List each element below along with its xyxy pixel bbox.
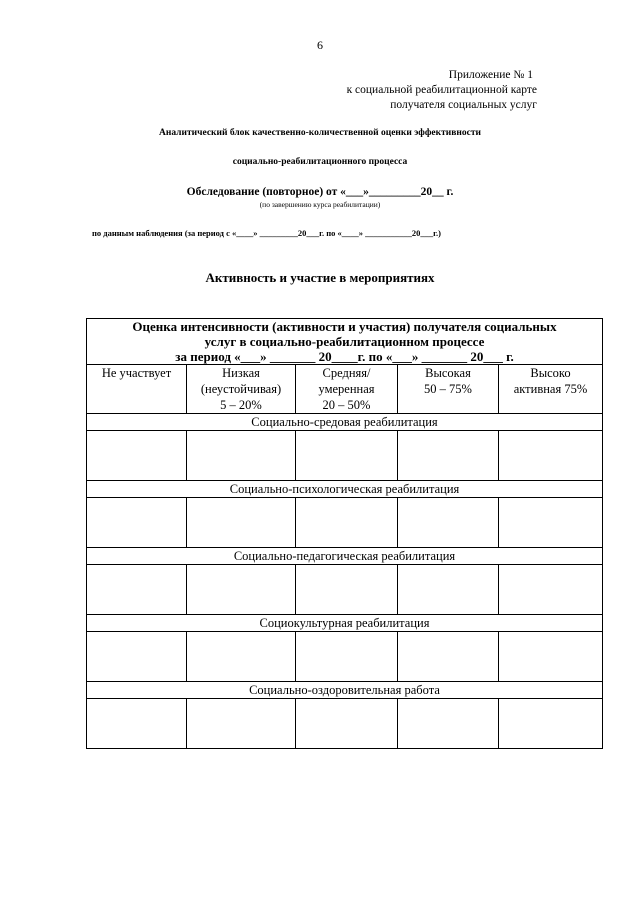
table-row: [87, 565, 603, 615]
entry-cell[interactable]: [187, 699, 296, 749]
section-row: [87, 682, 603, 699]
table-header-line-3: за период «___» _______ 20____г. по «___» _______ 20___ г.: [175, 349, 514, 364]
column-header-text: Средняя/: [322, 366, 371, 380]
entry-cell[interactable]: [296, 565, 398, 615]
column-header-none: [87, 365, 187, 414]
entry-cell[interactable]: [398, 431, 499, 481]
table-header-line-1: Оценка интенсивности (активности и участия) получателя социальных: [132, 319, 557, 334]
assessment-table: [86, 318, 603, 749]
entry-cell[interactable]: [187, 632, 296, 682]
entry-cell[interactable]: [398, 632, 499, 682]
appendix-line-3: получателя социальных услуг: [390, 99, 537, 111]
entry-cell[interactable]: [296, 699, 398, 749]
section-row: [87, 414, 603, 431]
entry-cell[interactable]: [499, 498, 603, 548]
table-row: [87, 431, 603, 481]
appendix-block: [347, 68, 537, 113]
section-row: [87, 615, 603, 632]
table-header-line-2: услуг в социально-реабилитационном процессе: [204, 334, 485, 349]
column-header-medium: [296, 365, 398, 414]
survey-note: (по завершению курса реабилитации): [259, 200, 381, 209]
column-header-very-high: [499, 365, 603, 414]
entry-cell[interactable]: [296, 632, 398, 682]
column-header-row: [87, 365, 603, 414]
table-row: [87, 699, 603, 749]
table-row: [87, 632, 603, 682]
column-header-high: [398, 365, 499, 414]
entry-cell[interactable]: [87, 498, 187, 548]
observation-period-line: по данным наблюдения (за период с «____» _________20___г. по «____» ___________20___г.): [92, 228, 441, 238]
section-label-social-environment: Социально-средовая реабилитация: [87, 414, 603, 431]
table-row: [87, 498, 603, 548]
table-header-row: [87, 319, 603, 365]
section-row: [87, 548, 603, 565]
entry-cell[interactable]: [87, 565, 187, 615]
entry-cell[interactable]: [296, 431, 398, 481]
column-header-text: активная 75%: [513, 382, 588, 396]
table-header-cell: [87, 319, 603, 365]
column-header-low: [187, 365, 296, 414]
column-header-text: 20 – 50%: [322, 398, 371, 412]
column-header-text: 5 – 20%: [220, 398, 262, 412]
entry-cell[interactable]: [398, 498, 499, 548]
page-number: 6: [317, 38, 323, 52]
entry-cell[interactable]: [87, 431, 187, 481]
column-header-text: 50 – 75%: [424, 382, 472, 396]
column-header-text: Не участвует: [101, 366, 172, 380]
entry-cell[interactable]: [499, 699, 603, 749]
survey-date-line: Обследование (повторное) от «___»_________20__ г.: [186, 186, 454, 198]
entry-cell[interactable]: [187, 565, 296, 615]
entry-cell[interactable]: [499, 565, 603, 615]
entry-cell[interactable]: [87, 632, 187, 682]
entry-cell[interactable]: [296, 498, 398, 548]
doc-title-line-1: Аналитический блок качественно-количественной оценки эффективности: [159, 128, 481, 138]
section-label-psychological: Социально-психологическая реабилитация: [87, 481, 603, 498]
column-header-text: умеренная: [318, 382, 375, 396]
appendix-line-2: к социальной реабилитационной карте: [346, 84, 537, 96]
section-title: Активность и участие в мероприятиях: [205, 270, 435, 285]
entry-cell[interactable]: [87, 699, 187, 749]
section-label-pedagogical: Социально-педагогическая реабилитация: [87, 548, 603, 565]
entry-cell[interactable]: [187, 431, 296, 481]
section-label-sociocultural: Социокультурная реабилитация: [87, 615, 603, 632]
column-header-text: Низкая: [222, 366, 260, 380]
entry-cell[interactable]: [187, 498, 296, 548]
section-label-health: Социально-оздоровительная работа: [87, 682, 603, 699]
section-row: [87, 481, 603, 498]
entry-cell[interactable]: [398, 699, 499, 749]
column-header-text: (неустойчивая): [200, 382, 282, 396]
doc-title-line-2: социально-реабилитационного процесса: [232, 157, 408, 167]
column-header-text: Высоко: [530, 366, 571, 380]
entry-cell[interactable]: [398, 565, 499, 615]
entry-cell[interactable]: [499, 632, 603, 682]
column-header-text: Высокая: [425, 366, 471, 380]
entry-cell[interactable]: [499, 431, 603, 481]
appendix-line-1: Приложение № 1: [448, 69, 533, 81]
